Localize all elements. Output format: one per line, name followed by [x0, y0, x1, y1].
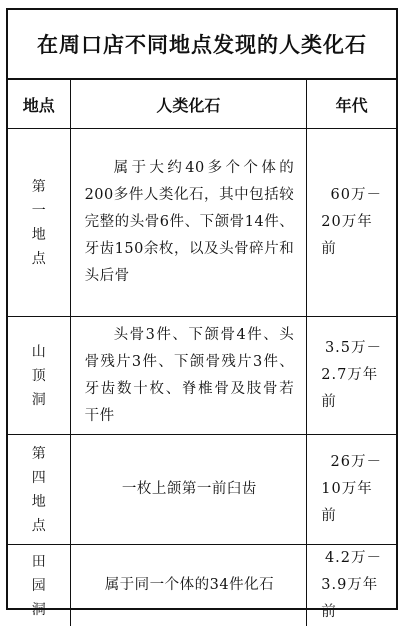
table-row [8, 435, 396, 545]
table-title: 在周口店不同地点发现的人类化石 [8, 10, 396, 80]
fossils-cell: 头骨3件、下颌骨4件、头骨残片3件、下颌骨残片3件、牙齿数十枚、脊椎骨及肢骨若干件 [70, 317, 307, 435]
table-row [8, 545, 396, 626]
fossils-cell: 属于大约40多个个体的200多件人类化石，其中包括较完整的头骨6件、下颌骨14件、牙齿150余枚，以及头骨碎片和头后骨 [70, 129, 307, 317]
header-fossils: 人类化石 [70, 80, 307, 129]
location-cell: 田园洞 [8, 545, 70, 626]
era-cell: 26万－ 10万年前 [307, 435, 396, 545]
location-cell: 第四地点 [8, 435, 70, 545]
era-cell: 4.2万－ 3.9万年前 [307, 545, 396, 626]
fossil-table [8, 80, 396, 626]
table-row [8, 317, 396, 435]
header-location: 地点 [8, 80, 70, 129]
era-cell: 3.5万－ 2.7万年前 [307, 317, 396, 435]
document-page [6, 8, 398, 610]
location-cell: 山顶洞 [8, 317, 70, 435]
fossils-cell: 一枚上颌第一前臼齿 [70, 435, 307, 545]
fossils-cell: 属于同一个体的34件化石 [70, 545, 307, 626]
header-era: 年代 [307, 80, 396, 129]
header-row [8, 80, 396, 129]
era-cell: 60万－ 20万年前 [307, 129, 396, 317]
table-row [8, 129, 396, 317]
location-cell: 第一地点 [8, 129, 70, 317]
